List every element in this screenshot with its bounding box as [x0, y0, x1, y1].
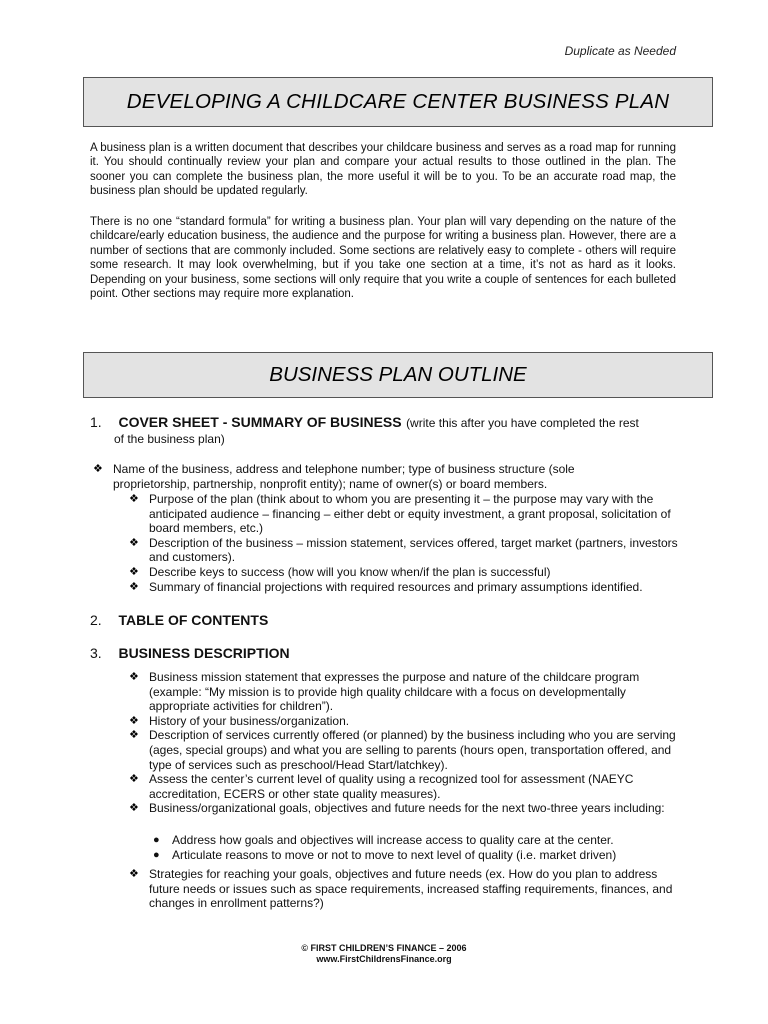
- list-item: ❖ History of your business/organization.: [129, 713, 350, 728]
- section-number: 1.: [90, 414, 102, 430]
- list-item: ❖ Business/organizational goals, objectives and future needs for the next two-three years including:: [129, 801, 665, 816]
- page-footer: [0, 943, 768, 965]
- section-number: 2.: [90, 612, 102, 628]
- section-table-of-contents: [90, 612, 690, 630]
- diamond-bullet-icon: ❖: [129, 536, 139, 549]
- list-item: ❖ Description of the business – mission statement, services offered, target market (partners, investors and customers).: [129, 535, 678, 565]
- duplicate-note: Duplicate as Needed: [564, 44, 676, 58]
- round-bullet-icon: ●: [153, 834, 160, 846]
- outline-title-box: [83, 352, 713, 398]
- section-business-description: [90, 645, 690, 663]
- list-item: ❖ Strategies for reaching your goals, objectives and future needs (ex. How do you plan to address future needs or issues such as space requirements, increased staffing requirements, finances, and changes in enrollment patterns?): [129, 867, 673, 911]
- intro-paragraph-1: A business plan is a written document that describes your childcare business and serves as a road map for running it. You should continually review your plan and compare your actual results to those outlined in the plan. The sooner you can complete the business plan, the more useful it will be to you. To be an accurate road map, the business plan should be updated regularly.: [90, 142, 676, 198]
- list-item: ❖ Description of services currently offered (or planned) by the business including who you are serving (ages, special groups) and what you are selling to parents (hours open, transportation offered, and type of services such as preschool/Head Start/latchkey).: [129, 728, 676, 772]
- section-title: COVER SHEET - SUMMARY OF BUSINESS: [118, 414, 402, 430]
- diamond-bullet-icon: ❖: [129, 714, 139, 727]
- business-description-list: [129, 670, 689, 816]
- cover-sheet-sublist: [129, 492, 689, 594]
- diamond-bullet-icon: ❖: [129, 580, 139, 593]
- list-item: ❖ Summary of financial projections with required resources and primary assumptions identified.: [129, 579, 643, 594]
- section-cover-sheet: [90, 414, 690, 447]
- list-item: ❖ Purpose of the plan (think about to whom you are presenting it – the purpose may vary with the anticipated audience – financing – either debt or equity investment, a grant proposal, solicitation of board members, etc.): [129, 492, 671, 536]
- diamond-bullet-icon: ❖: [129, 671, 139, 683]
- page-title: DEVELOPING A CHILDCARE CENTER BUSINESS PLAN: [126, 90, 670, 113]
- list-item: ❖ Name of the business, address and telephone number; type of business structure (sole proprietorship, partnership, nonprofit entity); name of owner(s) or board members.: [93, 462, 575, 491]
- list-item: ❖ Describe keys to success (how will you know when/if the plan is successful): [129, 564, 551, 579]
- strategies-list: [129, 867, 689, 911]
- outline-title: BUSINESS PLAN OUTLINE: [269, 363, 527, 386]
- diamond-bullet-icon: ❖: [129, 802, 139, 815]
- footer-copyright: © FIRST CHILDREN’S FINANCE – 2006: [301, 943, 467, 953]
- round-bullet-icon: ●: [153, 848, 160, 861]
- diamond-bullet-icon: ❖: [93, 463, 103, 475]
- list-item: ● Address how goals and objectives will increase access to quality care at the center.: [153, 833, 614, 847]
- diamond-bullet-icon: ❖: [129, 493, 139, 505]
- diamond-bullet-icon: ❖: [129, 729, 139, 742]
- list-item: ● Articulate reasons to move or not to move to next level of quality (i.e. market driven): [153, 847, 617, 862]
- section-title: TABLE OF CONTENTS: [118, 612, 269, 628]
- intro-paragraph-2: There is no one “standard formula” for writing a business plan. Your plan will vary depending on the nature of the childcare/early education business, the audience and the purpose for writing a business plan. However, there are a number of sections that are commonly included. Some sections are relatively easy to complete - others will require some research. It may look overwhelming, but if you take one section at a time, it’s not as hard as it looks. Depending on your business, some sections will only require that you write a couple of sentences for each bulleted point. Other sections may require more explanation.: [90, 216, 676, 301]
- section-number: 3.: [90, 645, 102, 661]
- list-item: ❖ Assess the center’s current level of quality using a recognized tool for assessment (NAEYC accreditation, ECERS or other state quality measures).: [129, 772, 634, 801]
- goals-sublist: [153, 833, 692, 862]
- diamond-bullet-icon: ❖: [129, 868, 139, 880]
- footer-website: www.FirstChildrensFinance.org: [316, 954, 452, 964]
- page-title-box: [83, 77, 713, 127]
- cover-sheet-list: [93, 462, 613, 491]
- list-item: ❖ Business mission statement that expresses the purpose and nature of the childcare program (example: “My mission is to provide high quality childcare with a focus on developmentally appropriate activities for children”).: [129, 670, 640, 714]
- section-title: BUSINESS DESCRIPTION: [118, 645, 290, 661]
- diamond-bullet-icon: ❖: [129, 565, 139, 578]
- diamond-bullet-icon: ❖: [129, 773, 139, 786]
- section-note: (write this after you have completed the rest: [406, 416, 639, 430]
- section-note-continued: of the business plan): [114, 432, 225, 446]
